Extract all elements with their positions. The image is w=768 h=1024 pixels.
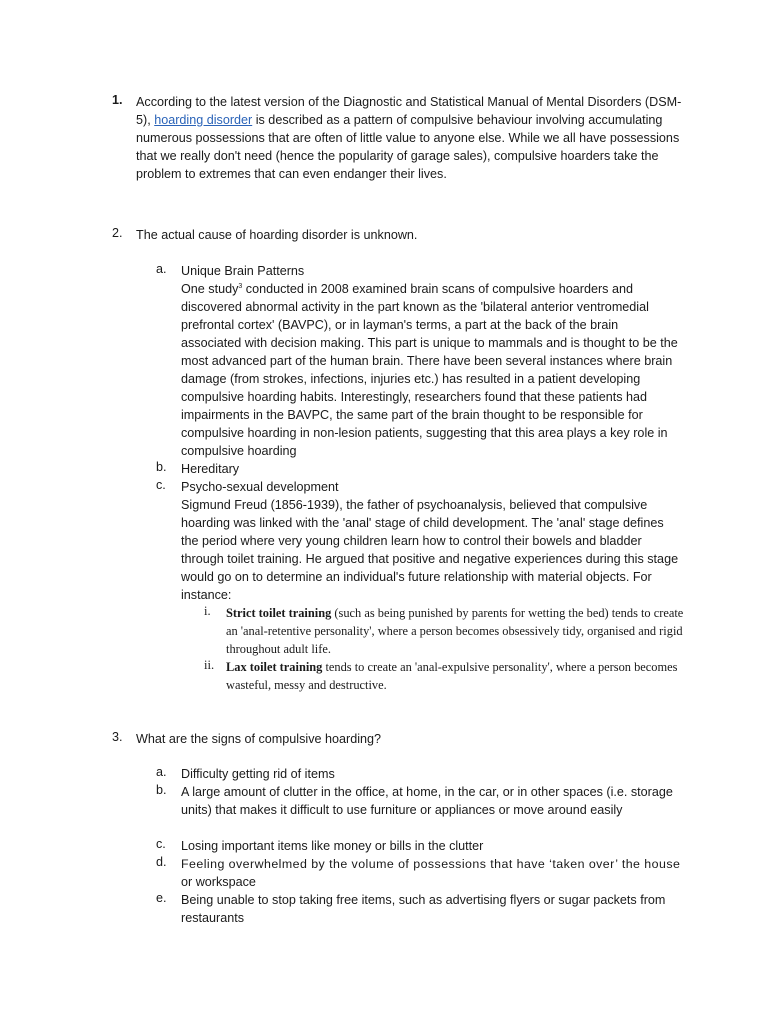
- sub-title: Hereditary: [181, 462, 240, 476]
- item-number: 2.: [112, 226, 123, 240]
- roman-paragraph: [226, 658, 686, 694]
- sub-text: Losing important items like money or bills in the clutter: [181, 839, 484, 853]
- bold-term: Strict toilet training: [226, 606, 332, 620]
- sub-text-line: or workspace: [181, 875, 256, 889]
- sub-title: Unique Brain Patterns: [181, 264, 305, 278]
- sub-text: [181, 855, 681, 891]
- hoarding-disorder-link[interactable]: hoarding disorder: [154, 113, 253, 127]
- sub-letter: e.: [156, 891, 167, 905]
- roman-paragraph: [226, 604, 686, 658]
- item-number: 3.: [112, 730, 123, 744]
- sub-title: Psycho-sexual development: [181, 480, 339, 494]
- bold-term: Lax toilet training: [226, 660, 323, 674]
- sub-letter: b.: [156, 783, 167, 797]
- item-heading: The actual cause of hoarding disorder is unknown.: [136, 228, 418, 242]
- roman-number: ii.: [204, 658, 215, 672]
- footnote-marker: 3: [238, 282, 243, 290]
- sub-letter: b.: [156, 460, 167, 474]
- item-number: 1.: [112, 93, 123, 107]
- roman-number: i.: [204, 604, 211, 618]
- paragraph-text: conducted in 2008 examined brain scans of compulsive hoarders and discovered abnormal activity in the part known as the 'bilateral anterior ventromedial prefrontal cortex' (BAVPC), or in layman's terms, a part at the back of the brain associated with decision making. This part is unique to mammals and is thought to be the most advanced part of the human brain. There have been several instances where brain damage (from strokes, infections, injuries etc.) has resulted in a patient developing compulsive hoarding habits. Interestingly, researchers found that these patients had impairments in the BAVPC, the same part of the brain thought to be responsible for compulsive hoarding in non-lesion patients, suggesting that this area plays a key role in compulsive hoarding: [181, 282, 678, 458]
- sub-content: [181, 478, 681, 604]
- sub-text: Difficulty getting rid of items: [181, 767, 335, 781]
- item-paragraph: [136, 93, 684, 183]
- sub-text: A large amount of clutter in the office, at home, in the car, or in other spaces (i.e. storage units) that makes it difficult to use furniture or appliances or move around easily: [181, 785, 673, 817]
- sub-letter: c.: [156, 478, 166, 492]
- sub-paragraph: Sigmund Freud (1856-1939), the father of psychoanalysis, believed that compulsive hoarding was linked with the 'anal' stage of child development. The 'anal' stage defines the period where very young children learn how to control their bowels and bladder through toilet training. He argued that positive and negative experiences during this stage would go on to determine an individual's future relationship with material objects. For instance:: [181, 498, 679, 602]
- sub-content: [181, 262, 681, 460]
- paragraph-text: is described as a pattern of compulsive behaviour involving accumulating numerous possessions that are often of little value to anyone else. While we all have possessions that we really don't need (hence the popularity of garage sales), compulsive hoarders take the problem to extremes that can even endanger their lives.: [136, 113, 680, 181]
- sub-letter: a.: [156, 765, 167, 779]
- sub-text: Being unable to stop taking free items, such as advertising flyers or sugar packets from restaurants: [181, 893, 666, 925]
- paragraph-text: One study: [181, 282, 239, 296]
- sub-paragraph: [181, 280, 681, 460]
- paragraph-text: (such as being punished by parents for wetting the bed) tends to create an 'anal-retentive personality', where a person becomes obsessively tidy, organised and rigid throughout adult life.: [226, 606, 684, 656]
- item-heading: What are the signs of compulsive hoarding?: [136, 732, 382, 746]
- sub-text-line: Feeling overwhelmed by the volume of possessions that have ‘taken over’ the house: [181, 857, 681, 871]
- paragraph-text: According to the latest version of the Diagnostic and Statistical Manual of Mental Disorders (DSM-5),: [136, 95, 682, 127]
- sub-letter: c.: [156, 837, 166, 851]
- paragraph-text: tends to create an 'anal-expulsive personality', where a person becomes wasteful, messy and destructive.: [226, 660, 678, 692]
- sub-letter: a.: [156, 262, 167, 276]
- sub-letter: d.: [156, 855, 167, 869]
